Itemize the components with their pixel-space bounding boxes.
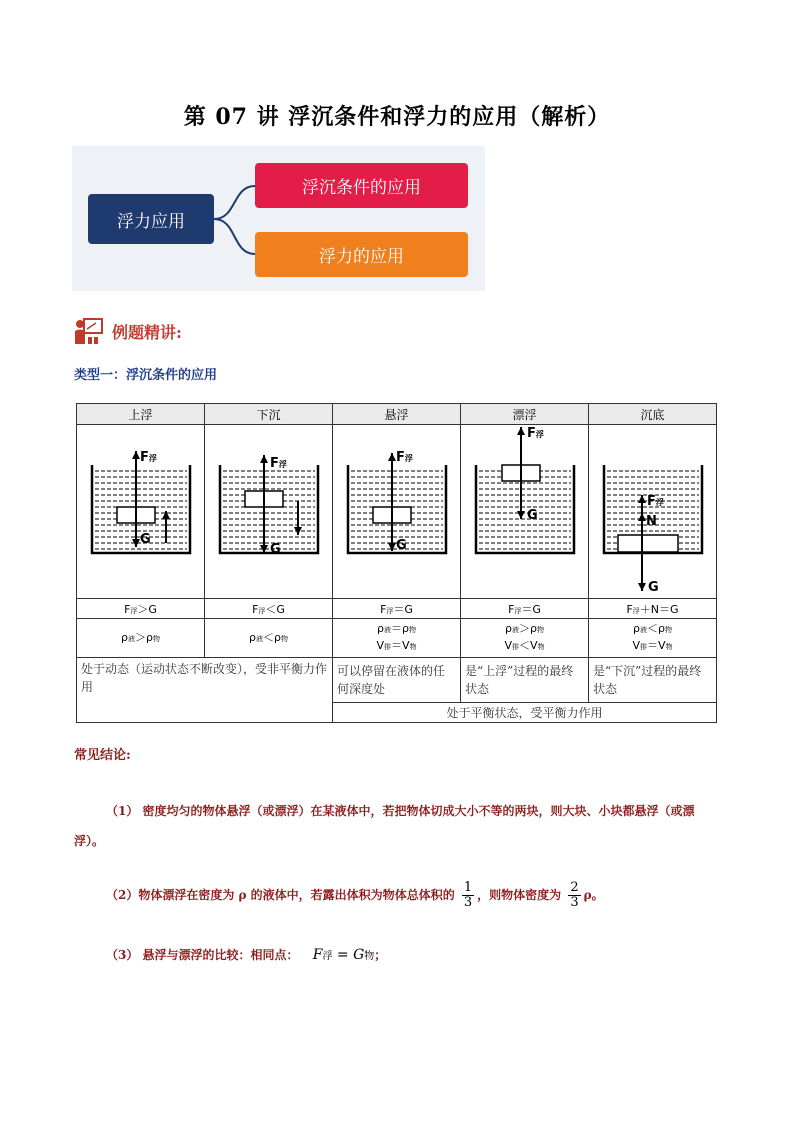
buoyancy-arrow-head — [132, 451, 140, 459]
diagram-rise-cell — [77, 425, 205, 599]
diagram-rise — [78, 425, 204, 595]
gravity-arrow-head — [388, 543, 396, 551]
gravity-label: G — [395, 538, 407, 553]
gravity-arrow-head — [638, 583, 646, 591]
gravity-label: G — [139, 532, 151, 547]
density-sink: ρ液＜ρ物 — [205, 619, 333, 658]
conclusion-point-1: （1） 密度均匀的物体悬浮（或漂浮）在某液体中，若把物体切成大小不等的两块，则大块、小块都悬浮（或漂浮）。 — [74, 804, 695, 848]
diagram-suspend-cell — [333, 425, 461, 599]
section-header — [74, 316, 182, 346]
dynamic-state-note: 处于动态（运动状态不断改变），受非平衡力作用 — [77, 658, 333, 723]
force-bottom: F浮＋N＝G — [589, 599, 717, 619]
conclusion-heading: 常见结论: — [74, 748, 131, 763]
buoyancy-label: F浮 — [646, 494, 664, 509]
force-suspend: F浮＝G — [333, 599, 461, 619]
teacher-icon — [74, 317, 104, 345]
header-suspend: 悬浮 — [333, 404, 461, 425]
conclusion-point-2: （2）物体漂浮在密度为 ρ 的液体中，若露出体积为物体总体积的 $\frac{1}{3}$ ，则物体密度为 $\frac{2}{3}$ ρ。 — [106, 880, 604, 910]
force-rise: F浮＞G — [77, 599, 205, 619]
beaker — [220, 465, 318, 553]
diagram-suspend — [334, 425, 460, 595]
object-block — [618, 535, 678, 552]
buoyancy-arrow-head — [638, 495, 646, 503]
normal-arrow-head — [638, 513, 646, 521]
gravity-arrow-head — [517, 511, 525, 519]
force-float: F浮＝G — [461, 599, 589, 619]
diagram-sink-cell — [205, 425, 333, 599]
header-bottom: 沉底 — [589, 404, 717, 425]
density-bottom: ρ液＜ρ物 V排＝V物 — [589, 619, 717, 658]
buoyancy-arrow-head — [260, 455, 268, 463]
buoyancy-label: F浮 — [139, 450, 157, 465]
buoyancy-arrow-head — [388, 453, 396, 461]
gravity-label: G — [526, 508, 538, 523]
gravity-label: G — [647, 580, 659, 595]
diagram-sink — [206, 425, 332, 595]
header-sink: 下沉 — [205, 404, 333, 425]
mind-map-branch-float-sink: 浮沉条件的应用 — [255, 163, 468, 208]
density-float: ρ液＞ρ物 V排＜V物 — [461, 619, 589, 658]
type-heading: 类型一：浮沉条件的应用 — [74, 368, 218, 383]
fraction-two-thirds: $\frac{2}{3}$ — [570, 880, 579, 910]
density-suspend: ρ液＝ρ物 V排＝V物 — [333, 619, 461, 658]
suspend-note: 可以停留在液体的任何深度处 — [333, 658, 461, 703]
section-label: 例题精讲: — [112, 322, 182, 342]
gravity-label: G — [269, 542, 281, 557]
header-rise: 上浮 — [77, 404, 205, 425]
diagram-float — [462, 425, 588, 595]
balance-note: 处于平衡状态，受平衡力作用 — [333, 703, 717, 723]
buoyancy-label: F浮 — [395, 450, 413, 465]
motion-arrow-head — [162, 511, 170, 519]
float-sink-table — [76, 403, 717, 723]
diagram-bottom — [590, 425, 716, 595]
force-sink: F浮＜G — [205, 599, 333, 619]
fraction-one-third: $\frac{1}{3}$ — [463, 880, 473, 910]
diagram-float-cell — [461, 425, 589, 599]
equation-buoyancy-equals-weight: F浮 = G物 — [312, 947, 375, 963]
conclusion-point-3: （3） 悬浮与漂浮的比较：相同点： F浮 = G物； — [106, 947, 387, 963]
float-note: 是“上浮”过程的最终状态 — [461, 658, 589, 703]
buoyancy-arrow-head — [517, 427, 525, 435]
buoyancy-label: F浮 — [526, 426, 544, 441]
buoyancy-label: F浮 — [269, 456, 287, 471]
normal-label: N — [645, 514, 657, 529]
header-float: 漂浮 — [461, 404, 589, 425]
bottom-note: 是“下沉”过程的最终状态 — [589, 658, 717, 703]
density-rise: ρ液＞ρ物 — [77, 619, 205, 658]
page-title: 第 07 讲 浮沉条件和浮力的应用（解析） — [183, 104, 611, 130]
mind-map-branch-buoyancy: 浮力的应用 — [255, 232, 468, 277]
mind-map — [72, 146, 485, 291]
mind-map-root: 浮力应用 — [88, 194, 214, 244]
diagram-bottom-cell — [589, 425, 717, 599]
